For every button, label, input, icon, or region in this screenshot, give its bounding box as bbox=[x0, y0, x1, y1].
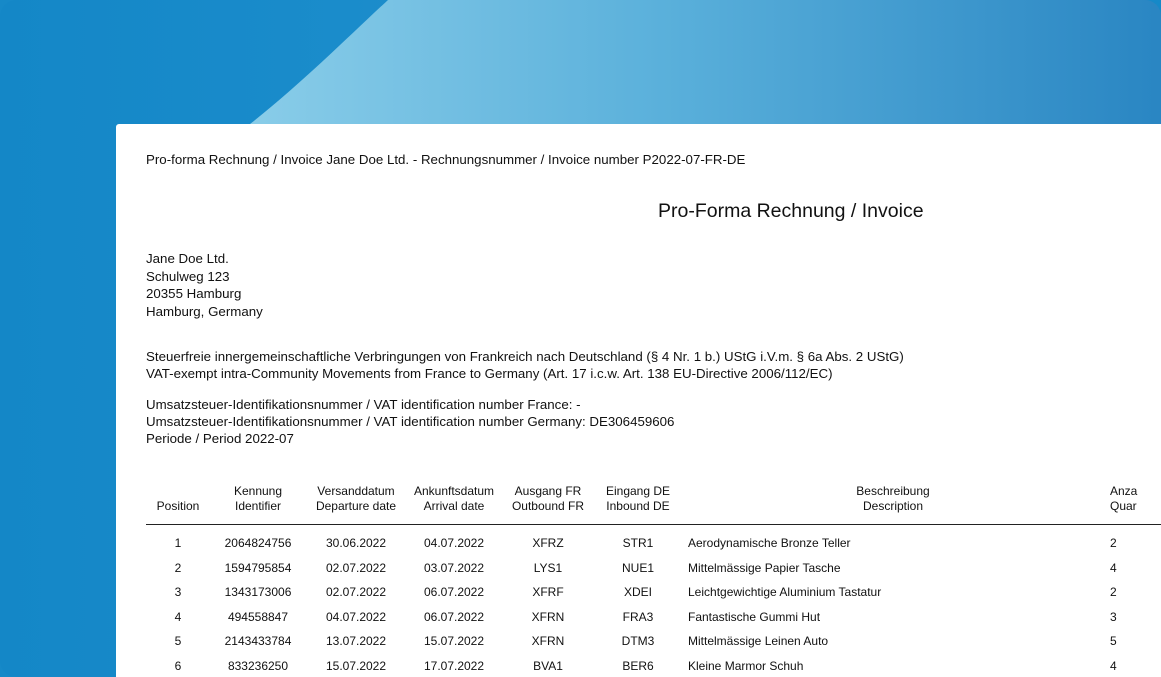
cell-departure-date: 15.07.2022 bbox=[325, 658, 387, 673]
column-header-identifier: Kennung Identifier bbox=[233, 484, 283, 513]
cell-inbound: NUE1 bbox=[621, 560, 654, 575]
column-header-outbound: Ausgang FR Outbound FR bbox=[511, 484, 585, 513]
cell-arrival-date: 04.07.2022 bbox=[423, 536, 485, 551]
address-line: Jane Doe Ltd. bbox=[146, 251, 229, 266]
cell-identifier: 2064824756 bbox=[224, 536, 292, 551]
cell-identifier: 1594795854 bbox=[224, 560, 292, 575]
column-header-arrival: Ankunftsdatum Arrival date bbox=[413, 484, 495, 513]
invoice-title: Pro-Forma Rechnung / Invoice bbox=[658, 200, 924, 222]
table-row bbox=[146, 580, 1161, 605]
cell-description: Fantastische Gummi Hut bbox=[688, 609, 821, 624]
company-address bbox=[146, 250, 263, 320]
cell-inbound: XDEI bbox=[623, 585, 652, 600]
cell-arrival-date: 17.07.2022 bbox=[423, 658, 485, 673]
column-header-departure: Versanddatum Departure date bbox=[315, 484, 397, 513]
vat-line-france: Umsatzsteuer-Identifikationsnummer / VAT identification number France: - bbox=[146, 397, 581, 412]
cell-position: 5 bbox=[174, 634, 182, 649]
invoice-document bbox=[116, 124, 1161, 677]
cell-position: 3 bbox=[174, 585, 182, 600]
table-row bbox=[146, 556, 1161, 581]
cell-description: Mittelmässige Leinen Auto bbox=[688, 634, 829, 649]
cell-position: 6 bbox=[174, 658, 182, 673]
vat-info bbox=[146, 396, 674, 447]
cell-quantity: 4 bbox=[1110, 560, 1117, 575]
document-header-line: Pro-forma Rechnung / Invoice Jane Doe Ltd. - Rechnungsnummer / Invoice number P2022-07-FR-DE bbox=[146, 152, 746, 167]
cell-inbound: STR1 bbox=[622, 536, 654, 551]
cell-outbound: XFRF bbox=[532, 585, 564, 600]
table-row bbox=[146, 531, 1161, 556]
address-line: 20355 Hamburg bbox=[146, 286, 242, 301]
column-header-quantity: Anza Quar bbox=[1110, 484, 1138, 513]
cell-arrival-date: 06.07.2022 bbox=[423, 609, 485, 624]
cell-identifier: 833236250 bbox=[227, 658, 289, 673]
cell-arrival-date: 06.07.2022 bbox=[423, 585, 485, 600]
vat-line-germany: Umsatzsteuer-Identifikationsnummer / VAT identification number Germany: DE306459606 bbox=[146, 414, 675, 429]
cell-description: Mittelmässige Papier Tasche bbox=[688, 560, 841, 575]
cell-position: 2 bbox=[174, 560, 182, 575]
cell-identifier: 2143433784 bbox=[224, 634, 292, 649]
cell-position: 1 bbox=[174, 536, 182, 551]
legal-line-de: Steuerfreie innergemeinschaftliche Verbringungen von Frankreich nach Deutschland (§ 4 Nr. 1 b.) UStG i.V.m. § 6a Abs. 2 UStG) bbox=[146, 349, 904, 364]
cell-arrival-date: 03.07.2022 bbox=[423, 560, 485, 575]
cell-inbound: FRA3 bbox=[622, 609, 654, 624]
cell-departure-date: 13.07.2022 bbox=[325, 634, 387, 649]
cell-description: Aerodynamische Bronze Teller bbox=[688, 536, 851, 551]
legal-line-en: VAT-exempt intra-Community Movements from France to Germany (Art. 17 i.c.w. Art. 138 EU-Directive 2006/112/EC) bbox=[146, 366, 833, 381]
cell-outbound: BVA1 bbox=[533, 658, 563, 673]
cell-inbound: BER6 bbox=[622, 658, 654, 673]
cell-position: 4 bbox=[174, 609, 182, 624]
cell-quantity: 5 bbox=[1110, 634, 1117, 649]
cell-departure-date: 30.06.2022 bbox=[325, 536, 387, 551]
address-line: Hamburg, Germany bbox=[146, 303, 263, 319]
cell-identifier: 1343173006 bbox=[224, 585, 292, 600]
cell-description: Leichtgewichtige Aluminium Tastatur bbox=[688, 585, 882, 600]
table-row bbox=[146, 629, 1161, 654]
cell-quantity: 2 bbox=[1110, 585, 1117, 600]
column-header-inbound: Eingang DE Inbound DE bbox=[605, 484, 671, 513]
cell-departure-date: 02.07.2022 bbox=[325, 585, 387, 600]
column-header-position: Position bbox=[156, 499, 200, 513]
table-header-row bbox=[146, 484, 1161, 525]
invoice-table bbox=[146, 484, 1161, 677]
column-header-description: Beschreibung Description bbox=[856, 484, 930, 513]
cell-description: Kleine Marmor Schuh bbox=[688, 658, 804, 673]
cell-outbound: LYS1 bbox=[533, 560, 563, 575]
cell-outbound: XFRZ bbox=[532, 536, 564, 551]
cell-outbound: XFRN bbox=[531, 634, 565, 649]
cell-departure-date: 02.07.2022 bbox=[325, 560, 387, 575]
period-line: Periode / Period 2022-07 bbox=[146, 431, 294, 446]
legal-notice bbox=[146, 348, 904, 382]
cell-departure-date: 04.07.2022 bbox=[325, 609, 387, 624]
cell-quantity: 2 bbox=[1110, 536, 1117, 551]
table-row bbox=[146, 654, 1161, 677]
cell-identifier: 494558847 bbox=[227, 609, 289, 624]
cell-arrival-date: 15.07.2022 bbox=[423, 634, 485, 649]
cell-outbound: XFRN bbox=[531, 609, 565, 624]
cell-inbound: DTM3 bbox=[621, 634, 655, 649]
address-line: Schulweg 123 bbox=[146, 268, 230, 284]
cell-quantity: 3 bbox=[1110, 609, 1117, 624]
cell-quantity: 4 bbox=[1110, 658, 1117, 673]
table-row bbox=[146, 605, 1161, 630]
